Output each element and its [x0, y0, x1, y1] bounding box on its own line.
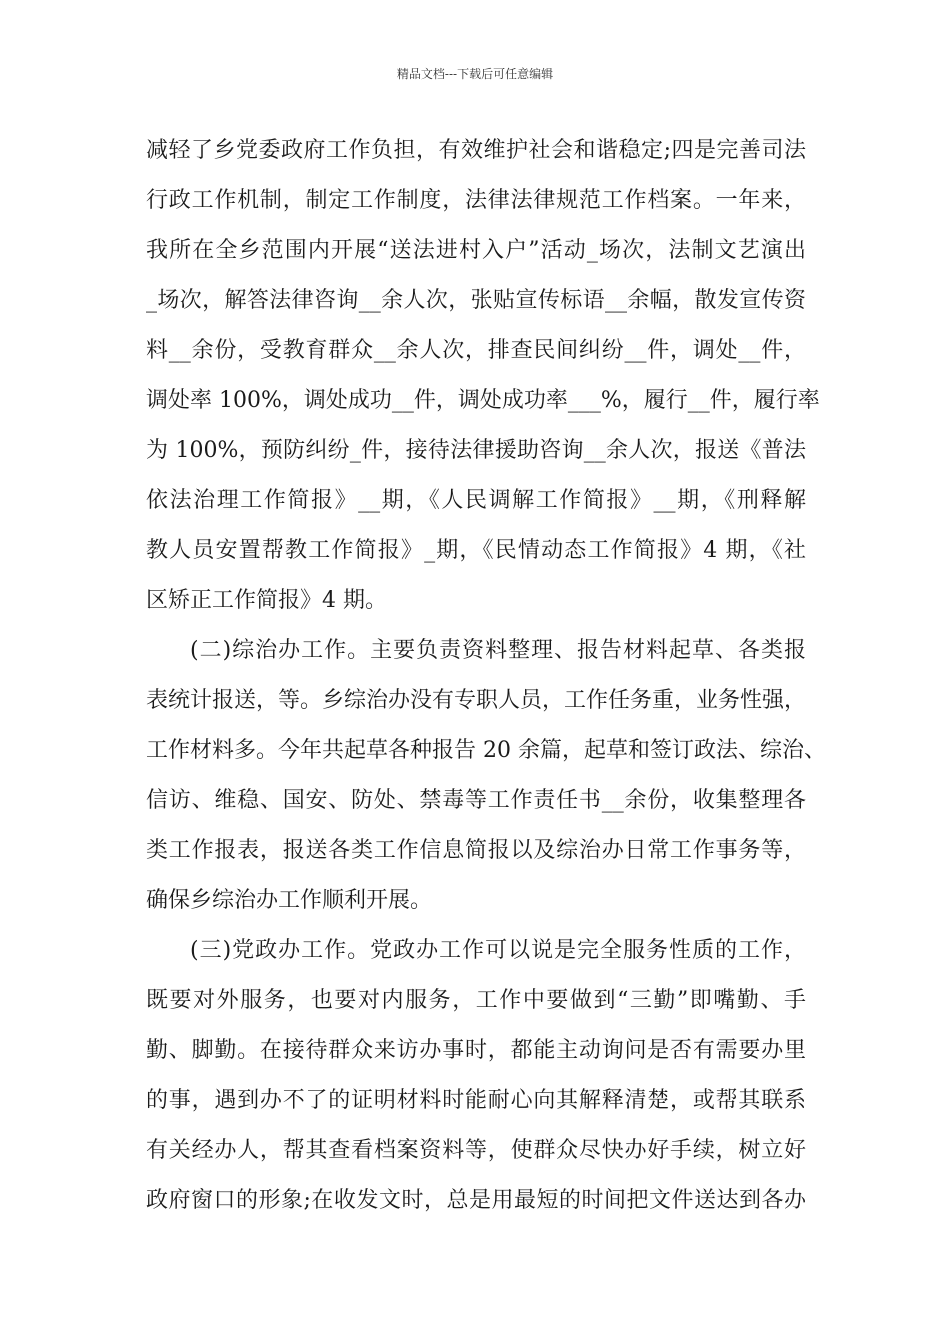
text-line: 的事，遇到办不了的证明材料时能耐心向其解释清楚，或帮其联系 — [146, 1088, 806, 1113]
text-line: _场次，解答法律咨询__余人次，张贴宣传标语__余幅，散发宣传资 — [146, 288, 806, 313]
text-line: 类工作报表，报送各类工作信息简报以及综治办日常工作事务等， — [146, 838, 806, 863]
text-line: 我所在全乡范围内开展“送法进村入户”活动_场次，法制文艺演出 — [146, 238, 806, 263]
text-line: 行政工作机制，制定工作制度，法律法律规范工作档案。一年来， — [146, 188, 806, 213]
text-line: 依法治理工作简报》__期，《人民调解工作简报》__期，《刑释解 — [146, 488, 806, 513]
text-line: 教人员安置帮教工作简报》_期，《民情动态工作简报》4 期，《社 — [146, 538, 806, 563]
text-line: 减轻了乡党委政府工作负担，有效维护社会和谐稳定;四是完善司法 — [146, 138, 806, 163]
text-line: 表统计报送，等。乡综治办没有专职人员，工作任务重，业务性强， — [146, 688, 807, 713]
text-line: 为 100%，预防纠纷_件，接待法律援助咨询__余人次，报送《普法 — [146, 438, 806, 463]
text-line: (三)党政办工作。党政办工作可以说是完全服务性质的工作， — [190, 938, 806, 963]
text-line: 既要对外服务，也要对内服务，工作中要做到“三勤”即嘴勤、手 — [146, 988, 806, 1013]
text-line: 有关经办人，帮其查看档案资料等，使群众尽快办好手续，树立好 — [146, 1138, 806, 1163]
text-line: (二)综治办工作。主要负责资料整理、报告材料起草、各类报 — [190, 638, 806, 663]
text-line: 工作材料多。今年共起草各种报告 20 余篇，起草和签订政法、综治、 — [146, 738, 826, 763]
text-line: 确保乡综治办工作顺利开展。 — [146, 888, 433, 913]
paragraph-3 — [146, 926, 806, 1226]
paragraph-2 — [146, 626, 826, 926]
text-line: 调处率 100%，调处成功__件，调处成功率___%，履行__件，履行率 — [146, 388, 820, 413]
text-line: 勤、脚勤。在接待群众来访办事时，都能主动询问是否有需要办里 — [146, 1038, 806, 1063]
text-line: 信访、维稳、国安、防处、禁毒等工作责任书__余份，收集整理各 — [146, 788, 806, 813]
text-line: 区矫正工作简报》4 期。 — [146, 588, 387, 613]
text-line: 政府窗口的形象;在收发文时，总是用最短的时间把文件送达到各办 — [146, 1188, 806, 1213]
page-header: 精品文档---下载后可任意编辑 — [396, 67, 554, 81]
paragraph-1 — [146, 126, 820, 626]
document-body — [146, 126, 826, 1226]
text-line: 料__余份，受教育群众__余人次，排查民间纠纷__件，调处__件， — [146, 338, 806, 363]
